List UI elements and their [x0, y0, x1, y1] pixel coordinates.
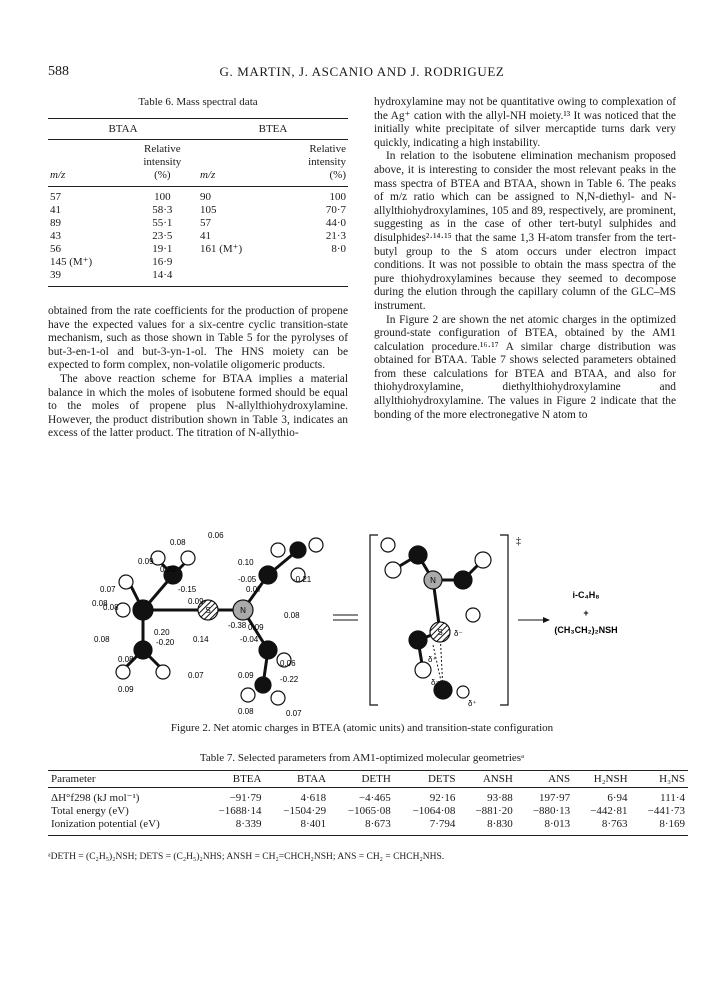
- right-paragraph-1: hydroxylamine may not be quantitative owing to complexation of the Ag⁺ cation with the allyl-NH moiety.¹³ It was noticed that the initially white precipitate of silver mercaptide turns dark very quickly, indicating a high instability.: [374, 96, 676, 149]
- charge-label: -0.21: [293, 575, 312, 584]
- table6-cell: 56: [50, 243, 61, 255]
- charge-label: -0.38: [228, 621, 247, 630]
- table6-row: [48, 230, 348, 243]
- col-pct-1: (%): [154, 169, 171, 181]
- table7-cell: −881·20: [475, 805, 513, 817]
- table6-cell: 23·5: [152, 230, 173, 242]
- table7-caption: Table 7. Selected parameters from AM1-optimized molecular geometriesᵃ: [199, 752, 525, 764]
- col-mz-2: m/z: [199, 169, 216, 181]
- table6-row: [48, 217, 348, 230]
- table6-cell: 89: [50, 217, 61, 229]
- table7-header-cell: BTAA: [297, 773, 327, 785]
- table7: [48, 770, 688, 836]
- charge-label: 0.08: [284, 611, 300, 620]
- table7-cell: −1688·14: [218, 805, 262, 817]
- figure2-diagram: [88, 520, 648, 720]
- left-paragraph-1: obtained from the rate coefficients for the production of propene have the expected values for a six-centre cyclic transition-state mechanism, such as those shown in Table 5 for the pyrolyses of but-3-en-1-ol and but-3-yn-1-ol. The HNS moiety can be expected to form complex, non-volatile oligomeric products.: [48, 305, 348, 372]
- charge-label: 0.20: [154, 628, 170, 637]
- charge-label: 0.08: [170, 538, 186, 547]
- charge-label: 0.08: [92, 599, 108, 608]
- table6: [48, 118, 348, 287]
- table6-cell: [198, 256, 277, 269]
- col-rel-2: Relative: [309, 143, 346, 155]
- charge-label: 0.20: [160, 565, 176, 574]
- table7-header-cell: BTEA: [232, 773, 262, 785]
- table7-header-cell: DETS: [427, 773, 456, 785]
- charge-label: -0.05: [238, 575, 257, 584]
- charge-label: 0.09: [238, 671, 254, 680]
- table7-cell: 8·339: [235, 818, 262, 830]
- delta-minus-1: δ⁻: [454, 629, 463, 638]
- charge-label: 0.07: [286, 709, 302, 718]
- table7-row: [48, 788, 688, 806]
- table6-cell: 100: [329, 191, 346, 203]
- table6-cell: 57: [50, 191, 61, 203]
- table6-cell: 58·3: [152, 204, 173, 216]
- right-paragraph-3: In Figure 2 are shown the net atomic charges in the optimized ground-state configuration of BTEA, obtained by the AM1 calculation procedure.¹⁶·¹⁷ A similar charge distribution was obtained for BTAA. Table 7 shows selected parameters obtained from these calculations for BTEA and BTAA, and also for thiohydroxylamine, diethylthiohydroxylamine and allylthiohydroxylamine. The values in Figure 2 indicate that the bonding of the more electronegative N atom to: [374, 313, 676, 421]
- charge-label: 0.10: [238, 558, 254, 567]
- page-number: 588: [48, 64, 69, 79]
- ts-atom-n: N: [430, 576, 436, 585]
- table7-cell: 197·97: [539, 792, 571, 804]
- table7-cell: 92·16: [429, 792, 456, 804]
- table6-cell: 14·4: [152, 269, 173, 281]
- table6-cell: 8·0: [331, 243, 346, 255]
- table6-row: [48, 243, 348, 256]
- table6-row: [48, 269, 348, 287]
- product-plus: +: [583, 608, 589, 618]
- delta-plus-1: δ⁺: [428, 655, 437, 664]
- charge-label: 0.08: [238, 707, 254, 716]
- table7-cell: −1064·08: [412, 805, 456, 817]
- table7-row: [48, 805, 688, 818]
- col-rel-1: Relative: [143, 143, 181, 155]
- charge-label: -0.15: [178, 585, 197, 594]
- charge-label: 0.06: [208, 531, 224, 540]
- group-btaa: BTAA: [48, 119, 198, 140]
- table6-cell: 90: [199, 191, 211, 203]
- charge-label: 0.07: [188, 671, 204, 680]
- delta-minus-2: δ⁻: [431, 678, 440, 687]
- table7-cell: −442·81: [590, 805, 628, 817]
- table7-header-cell: ANS: [548, 773, 571, 785]
- atom-s-label: S: [205, 606, 211, 615]
- charge-label: 0.07: [246, 585, 262, 594]
- atom-n-label: N: [240, 606, 246, 615]
- table7-cell: 93·88: [487, 792, 513, 804]
- charge-label: 0.14: [193, 635, 209, 644]
- table7-header-cell: H₂NSH: [593, 773, 628, 785]
- col-mz-1: m/z: [50, 169, 66, 181]
- table6-cell: 41: [199, 230, 211, 242]
- figure2-caption: Figure 2. Net atomic charges in BTEA (atomic units) and transition-state configuration: [170, 722, 554, 734]
- table7-cell: −4·465: [358, 792, 391, 804]
- table6-cell: 39: [50, 269, 61, 281]
- left-paragraph-2: The above reaction scheme for BTAA implies a material balance in which the moles of isobutene formed should be equal to the moles of propene plus N-allylthiohydroxylamine. However, the product distribution shown in Table 3, indicates an excess of the latter product. The titration of N-allythio-: [48, 372, 348, 440]
- table7-cell: 8·673: [365, 818, 391, 830]
- charge-label: 0.09: [188, 597, 204, 606]
- table7-cell: 8·169: [659, 818, 685, 830]
- table7-footnote: ᵃDETH = (C₂H₅)₂NSH; DETS = (C₂H₅)₂NHS; ANSH = CH₂=CHCH₂NSH; ANS = CH₂ = CHCH₂NHS.: [48, 852, 445, 862]
- table7-cell: −1504·29: [283, 805, 327, 817]
- table6-cell: 43: [50, 230, 61, 242]
- table7-header-cell: H₃NS: [659, 773, 685, 785]
- table6-cell: [277, 269, 348, 287]
- col-pct-2: (%): [329, 169, 346, 181]
- table6-row: [48, 187, 348, 205]
- left-column: [48, 96, 348, 441]
- table7-cell: 8·763: [601, 818, 628, 830]
- table6-cell: 145 (M⁺): [50, 256, 93, 268]
- table6-cell: 70·7: [325, 204, 346, 216]
- charge-label: 0.08: [103, 603, 119, 612]
- table7-cell: 6·94: [607, 792, 628, 804]
- table6-cell: 19·1: [152, 243, 173, 255]
- product-isobutene: i-C₄H₈: [572, 590, 600, 600]
- table7-cell: 111·4: [660, 792, 685, 804]
- table6-cell: 41: [50, 204, 61, 216]
- table7-header-cell: DETH: [361, 773, 391, 785]
- table6-row: [48, 256, 348, 269]
- table7-row: [48, 818, 688, 836]
- table6-cell: 44·0: [325, 217, 346, 229]
- table7-cell: Ionization potential (eV): [51, 818, 160, 830]
- table6-cell: 105: [199, 204, 217, 216]
- table6-row: [48, 204, 348, 217]
- table7-cell: 4·618: [300, 792, 327, 804]
- charge-label: -0.22: [280, 675, 299, 684]
- col-int-2: intensity: [308, 156, 346, 168]
- running-header: G. MARTIN, J. ASCANIO AND J. RODRIGUEZ: [219, 64, 505, 79]
- table7-header-cell: Parameter: [51, 773, 96, 785]
- table6-cell: 55·1: [152, 217, 173, 229]
- charge-label: 0.09: [248, 623, 264, 632]
- table7-cell: ΔH°f298 (kJ mol⁻¹): [51, 792, 140, 804]
- table7-cell: −880·13: [532, 805, 571, 817]
- charge-label: 0.06: [280, 659, 296, 668]
- product-diethylthiohydroxylamine: (CH₃CH₂)₂NSH: [554, 625, 618, 635]
- group-btea: BTEA: [198, 119, 348, 140]
- table7-cell: Total energy (eV): [51, 805, 129, 817]
- table6-cell: 100: [154, 191, 171, 203]
- table7-header-cell: ANSH: [482, 773, 513, 785]
- table7-cell: 7·794: [429, 818, 456, 830]
- right-paragraph-2: In relation to the isobutene elimination mechanism proposed above, it is interesting to consider the most relevant peaks in the mass spectra of BTEA and BTAA, shown in Table 6. The peaks of m/z ratio which can be assigned to N,N-diethyl- and N-allylthiohydroxylamines, 105 and 89, respectively, are prominent, suggesting as in the case of other tert-butyl sulphides and disulphides²·¹⁴·¹⁵ that the same 1,3 H-atom transfer from the tert-butyl group to the S atom occurs under electron impact conditions. It was not possible to obtain the mass spectra of the pure thiohydroxylamines because they seemed to decompose during the elution through the capillary column of the GLC–MS instrument.: [374, 150, 676, 312]
- charge-label: -0.20: [156, 638, 175, 647]
- charge-label: 0.08: [118, 655, 134, 664]
- table7-cell: −1065·08: [347, 805, 391, 817]
- charge-label: 0.08: [94, 635, 110, 644]
- charge-label: 0.09: [118, 685, 134, 694]
- col-int-1: intensity: [143, 156, 182, 168]
- table6-caption: Table 6. Mass spectral data: [138, 96, 258, 108]
- table6-cell: 161 (M⁺): [199, 243, 243, 255]
- right-column: [374, 96, 676, 422]
- table6-cell: [277, 256, 348, 269]
- delta-plus-2: δ⁺: [468, 699, 477, 708]
- table7-cell: −441·73: [647, 805, 685, 817]
- ts-atom-s: S: [437, 628, 443, 637]
- charge-label: 0.07: [100, 585, 116, 594]
- table7-cell: 8·401: [300, 818, 327, 830]
- dagger-symbol: ‡: [516, 536, 521, 547]
- table7-cell: −91·79: [229, 792, 262, 804]
- table6-cell: 21·3: [325, 230, 346, 242]
- table6-cell: 57: [199, 217, 211, 229]
- table6-cell: [198, 269, 277, 287]
- charge-label: 0.09: [138, 557, 154, 566]
- charge-label: -0.04: [240, 635, 259, 644]
- table7-cell: 8·013: [544, 818, 571, 830]
- table7-cell: 8·830: [487, 818, 513, 830]
- table6-cell: 16·9: [152, 256, 173, 268]
